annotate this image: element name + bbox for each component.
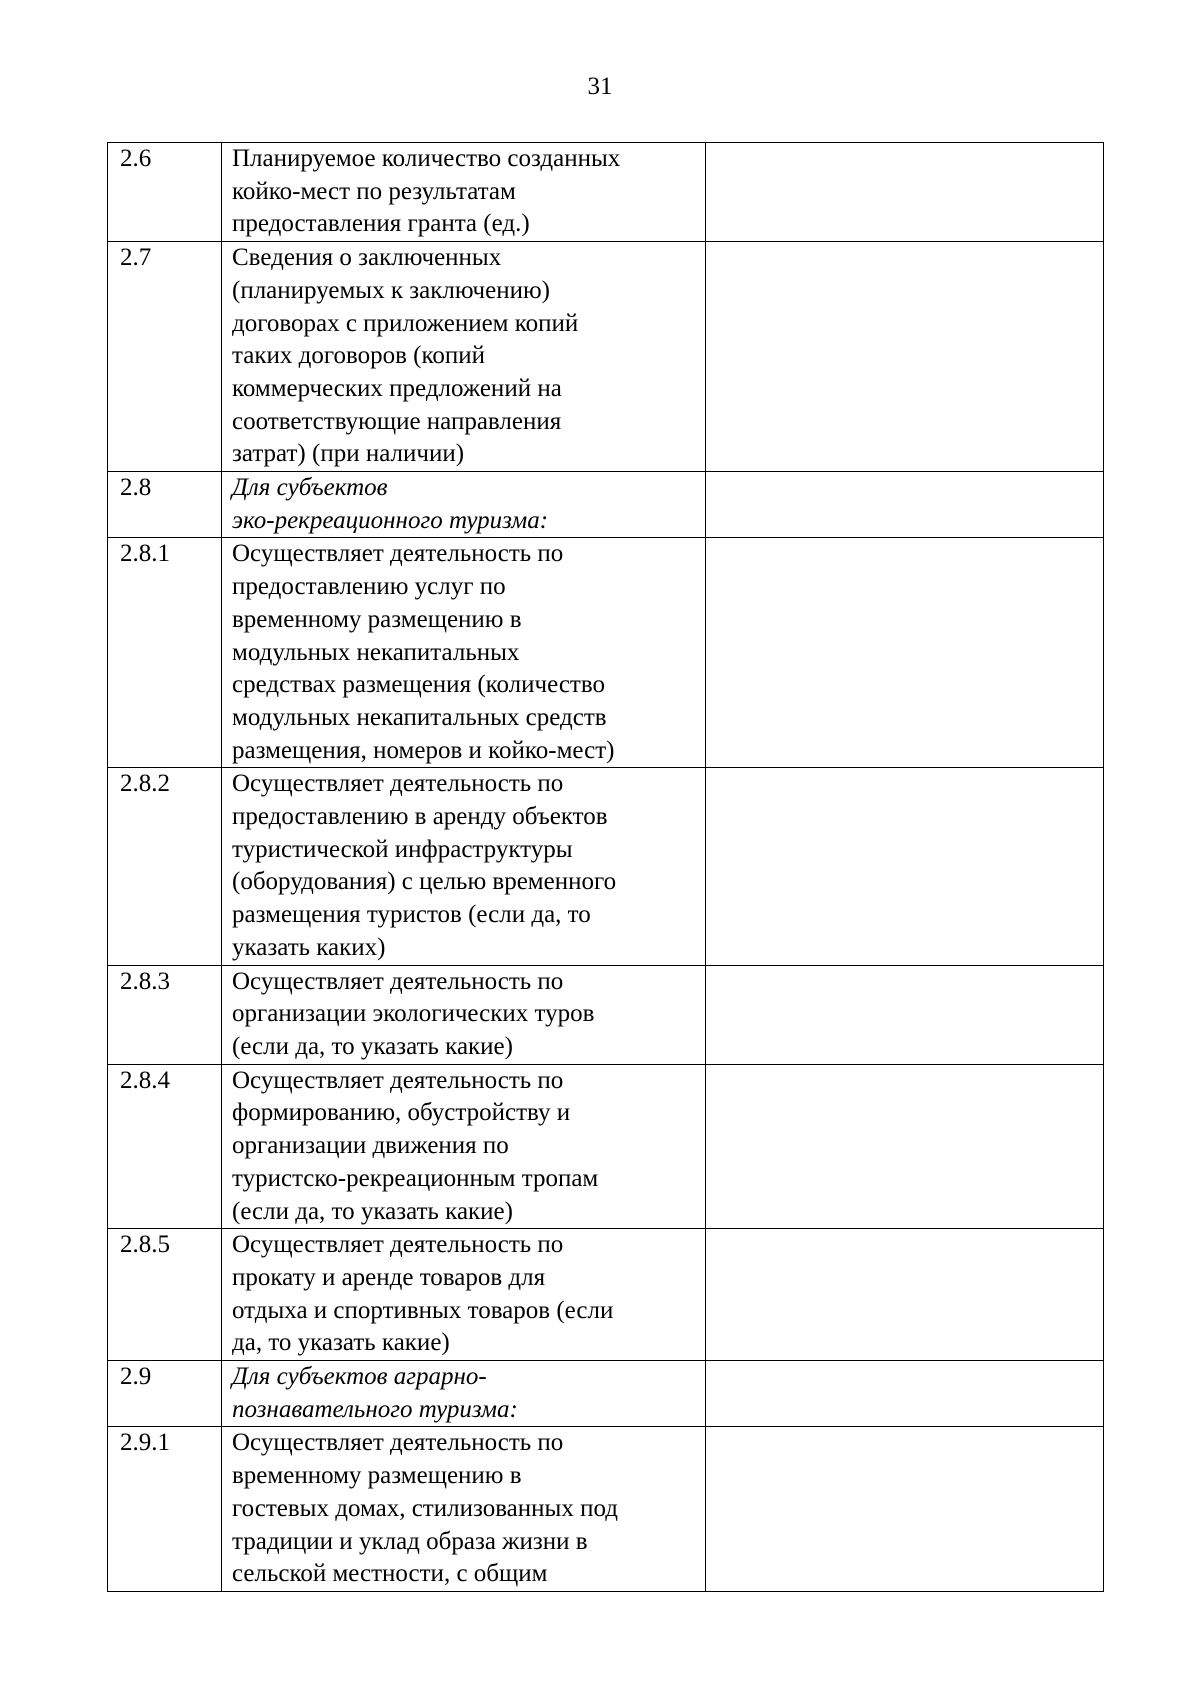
value-cell[interactable] [706, 242, 1104, 472]
description-line: (оборудования) с целью временного [232, 868, 617, 896]
table-row [108, 1064, 1104, 1229]
row-number: 2.8 [108, 472, 222, 538]
row-description [222, 1064, 706, 1229]
description-line: Осуществляет деятельность по [232, 1231, 564, 1259]
description-line: предоставлению услуг по [232, 573, 506, 601]
row-number: 2.9 [108, 1361, 222, 1427]
description-line: модульных некапитальных [232, 638, 520, 666]
value-cell[interactable] [706, 768, 1104, 965]
section-heading [222, 472, 706, 538]
description-line: размещения туристов (если да, то [232, 901, 591, 929]
value-cell[interactable] [706, 1361, 1104, 1427]
description-line: временному размещению в [232, 1462, 522, 1490]
value-cell[interactable] [706, 1064, 1104, 1229]
description-line: туристско-рекреационным тропам [232, 1164, 599, 1192]
description-line: гостевых домах, стилизованных под [232, 1494, 618, 1522]
value-cell[interactable] [706, 1427, 1104, 1592]
table-row [108, 1427, 1104, 1592]
row-number: 2.6 [108, 143, 222, 242]
description-line: размещения, номеров и койко-мест) [232, 736, 615, 764]
description-line: Планируемое количество созданных [232, 145, 621, 172]
description-line: формированию, обустройству и [232, 1099, 571, 1127]
page-number: 31 [587, 73, 613, 100]
description-line: отдыха и спортивных товаров (если [232, 1296, 614, 1324]
description-line: модульных некапитальных средств [232, 703, 607, 731]
row-number: 2.8.1 [108, 538, 222, 768]
table-row [108, 242, 1104, 472]
row-description [222, 1229, 706, 1361]
table-row [108, 143, 1104, 242]
row-number: 2.7 [108, 242, 222, 472]
value-cell[interactable] [706, 472, 1104, 538]
description-line: Осуществляет деятельность по [232, 967, 564, 995]
description-line: Осуществляет деятельность по [232, 1066, 564, 1094]
row-description [222, 242, 706, 472]
description-line: временному размещению в [232, 605, 522, 633]
description-line: организации экологических туров [232, 1000, 595, 1028]
description-line: туристической инфраструктуры [232, 835, 573, 863]
description-line: Для субъектов аграрно- [232, 1363, 487, 1391]
description-line: эко-рекреационного туризма: [232, 506, 549, 534]
table-row [108, 965, 1104, 1064]
description-line: соответствующие направления [232, 407, 562, 435]
description-line: сельской местности, с общим [232, 1560, 548, 1588]
description-line: договорах с приложением копий [232, 309, 579, 337]
table-row [108, 538, 1104, 768]
table-row [108, 1361, 1104, 1427]
description-line: познавательного туризма: [232, 1395, 518, 1423]
row-number: 2.8.5 [108, 1229, 222, 1361]
description-line: Осуществляет деятельность по [232, 1429, 564, 1457]
row-description [222, 538, 706, 768]
row-number: 2.8.4 [108, 1064, 222, 1229]
row-number: 2.9.1 [108, 1427, 222, 1592]
table-row [108, 472, 1104, 538]
description-line: да, то указать какие) [232, 1329, 450, 1357]
table-row [108, 768, 1104, 965]
row-description [222, 1427, 706, 1592]
row-description [222, 143, 706, 242]
description-line: указать каких) [232, 933, 386, 961]
row-description [222, 768, 706, 965]
description-line: предоставления гранта (ед.) [232, 210, 530, 238]
description-line: (если да, то указать какие) [232, 1197, 513, 1225]
description-line: Для субъектов [232, 474, 388, 502]
description-line: (планируемых к заключению) [232, 276, 550, 304]
value-cell[interactable] [706, 538, 1104, 768]
description-line: организации движения по [232, 1132, 509, 1160]
row-description [222, 965, 706, 1064]
description-line: (если да, то указать какие) [232, 1032, 513, 1060]
value-cell[interactable] [706, 965, 1104, 1064]
table-body [108, 143, 1104, 1592]
description-line: таких договоров (копий [232, 342, 485, 370]
description-line: средствах размещения (количество [232, 671, 605, 699]
row-number: 2.8.2 [108, 768, 222, 965]
description-line: коммерческих предложений на [232, 374, 562, 402]
description-line: Осуществляет деятельность по [232, 540, 564, 568]
description-line: предоставлению в аренду объектов [232, 803, 608, 831]
application-form-table [107, 142, 1104, 1592]
description-line: Осуществляет деятельность по [232, 770, 564, 798]
description-line: прокату и аренде товаров для [232, 1263, 546, 1291]
description-line: традиции и уклад образа жизни в [232, 1527, 588, 1555]
description-line: затрат) (при наличии) [232, 440, 465, 468]
section-heading [222, 1361, 706, 1427]
row-number: 2.8.3 [108, 965, 222, 1064]
table-row [108, 1229, 1104, 1361]
value-cell[interactable] [706, 1229, 1104, 1361]
description-line: Сведения о заключенных [232, 244, 502, 272]
value-cell[interactable] [706, 143, 1104, 242]
description-line: койко-мест по результатам [232, 177, 516, 205]
